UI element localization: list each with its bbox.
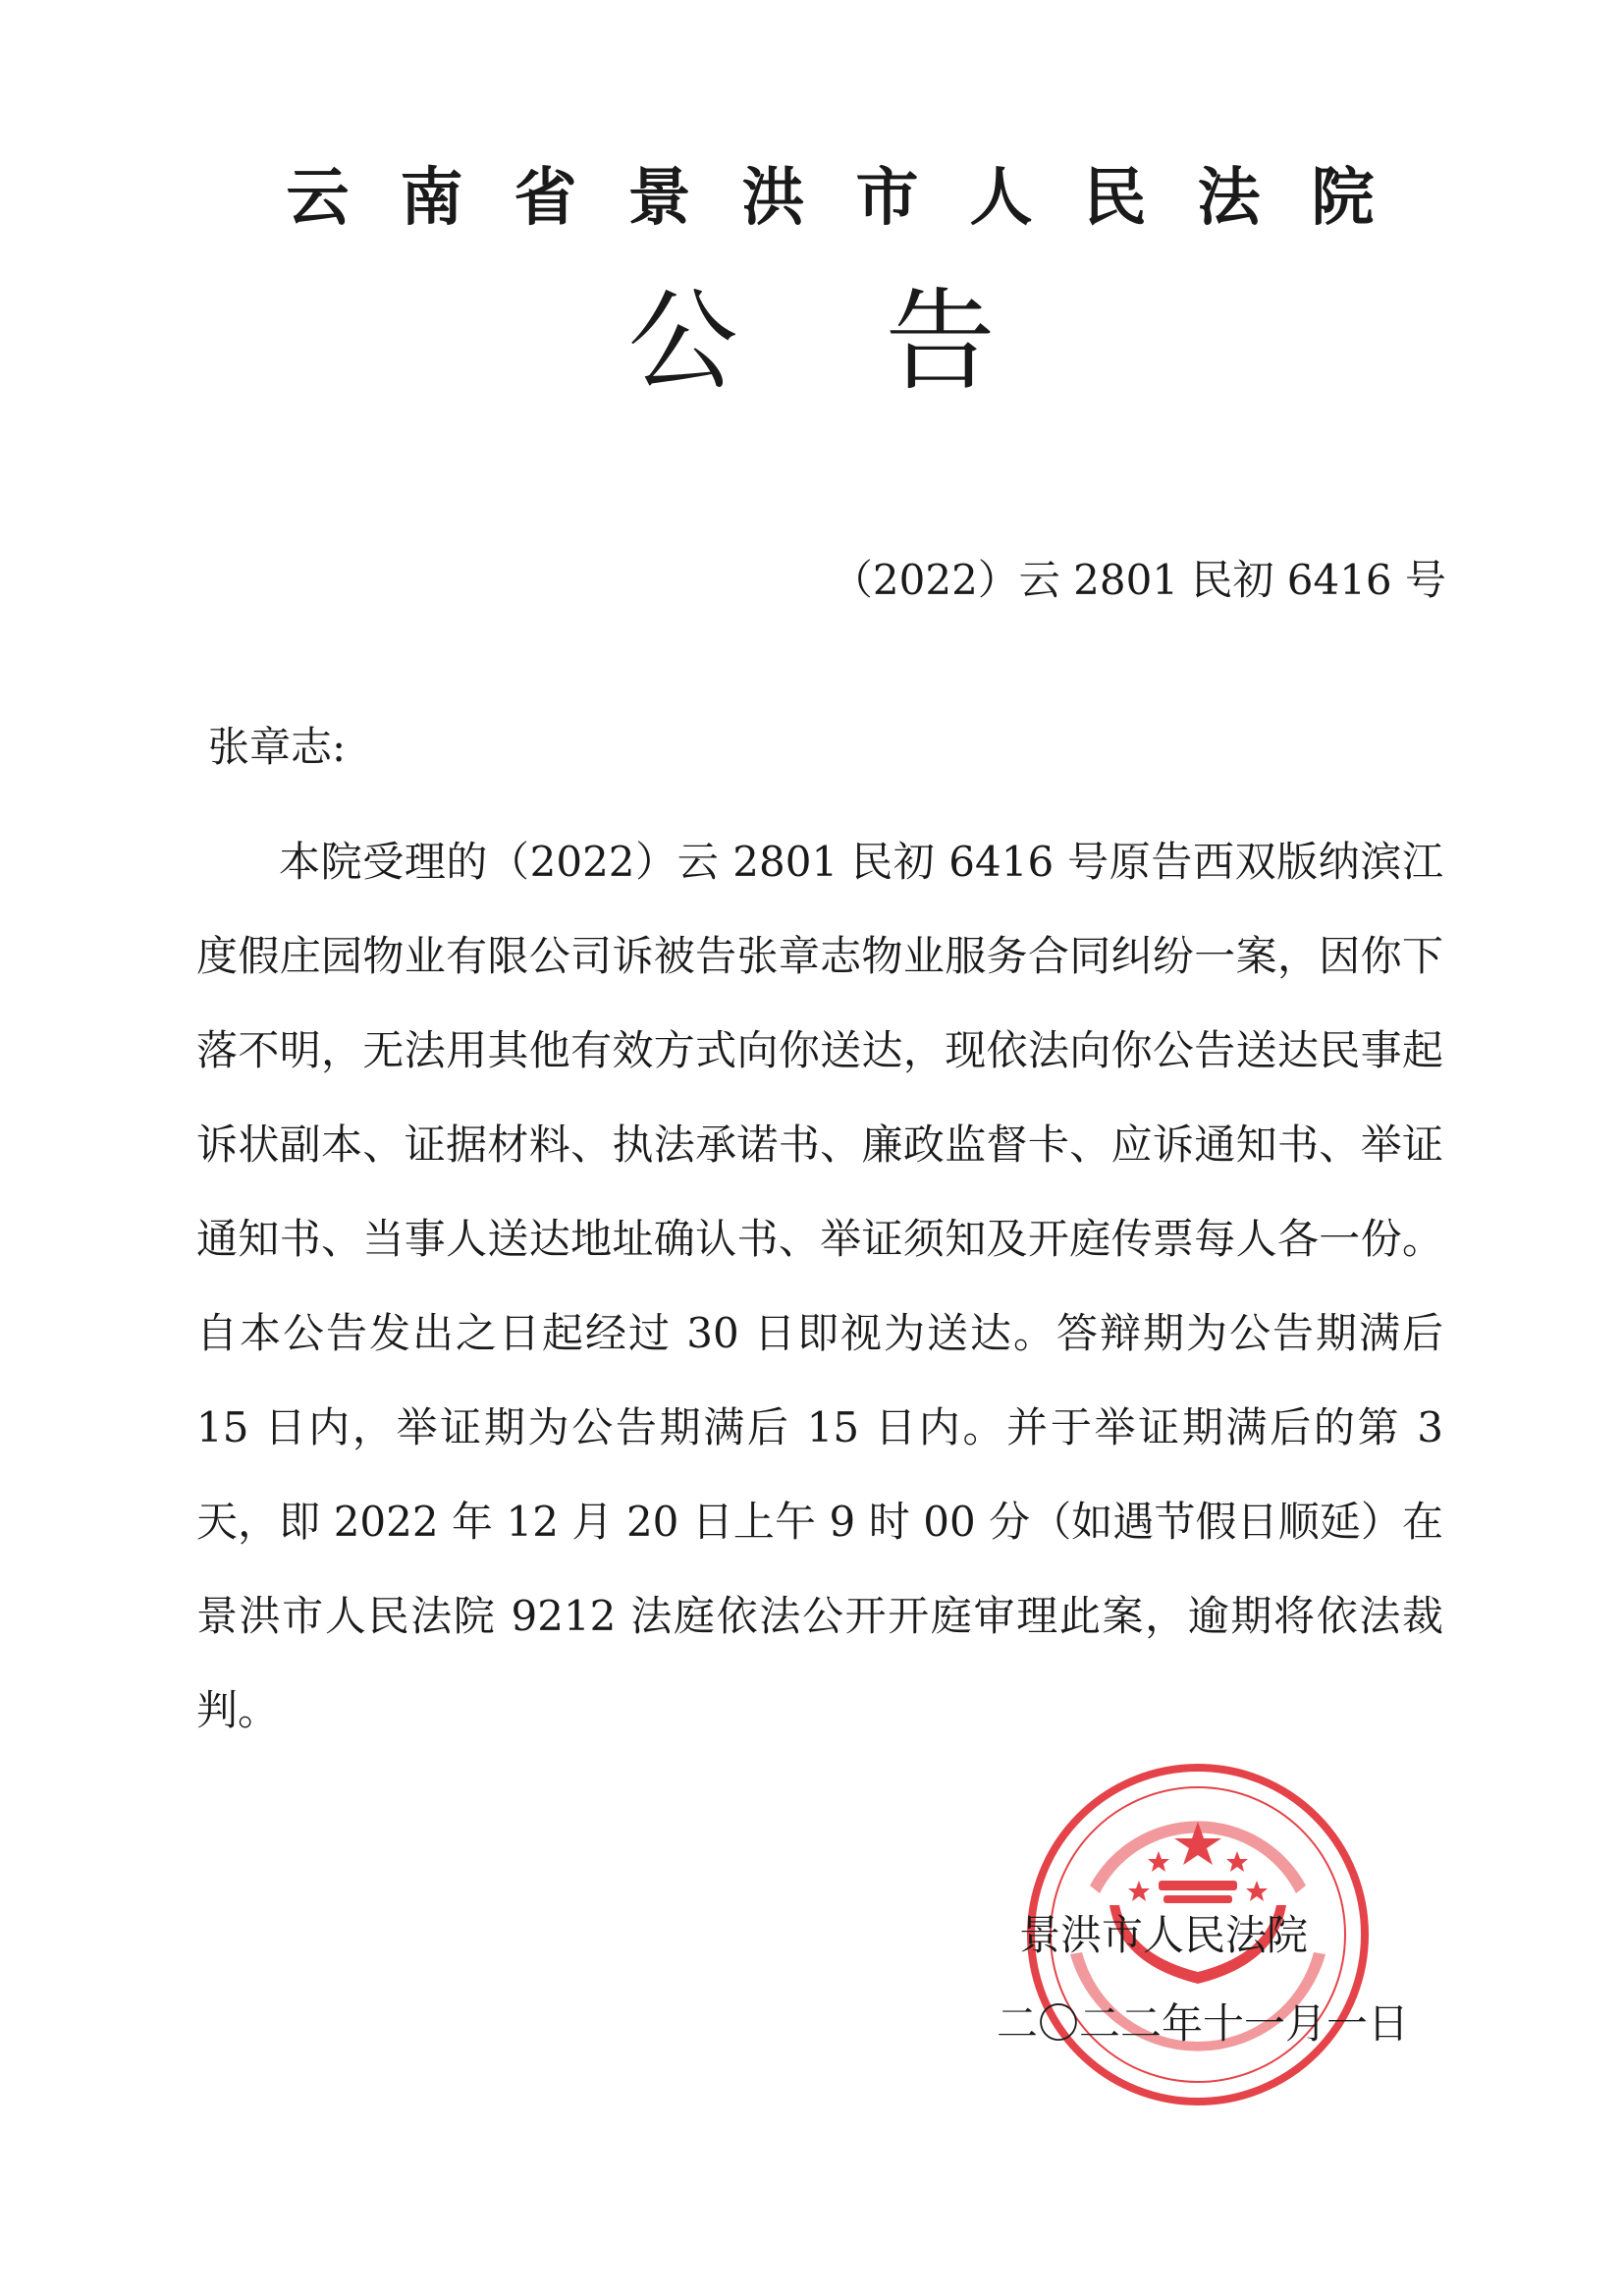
recipient-name: 张章志: <box>208 723 347 771</box>
signature-court-name: 景洪市人民法院 <box>1019 1911 1309 1959</box>
notice-body: 本院受理的（2022）云 2801 民初 6416 号原告西双版纳滨江度假庄园物业有限公司诉被告张章志物业服务合同纠纷一案，因你下落不明，无法用其他有效方式向你送达，现依法向你公告送达民事起诉状副本、证据材料、执法承诺书、廉政监督卡、应诉通知书、举证通知书、当事人送达地址确认书、举证须知及开庭传票每人各一份。自本公告发出之日起经过 30 日即视为送达。答辩期为公告期满后 15 日内，举证期为公告期满后 15 日内。并于举证期满后的第 3 天，即 2022 年 12 月 20 日上午 9 时 00 分（如遇节假日顺延）在景洪市人民法院 9212 法庭依法公开开庭审理此案，逾期将依法裁判。 <box>196 838 1443 1734</box>
signature-date: 二〇二二年十一月一日 <box>996 1999 1409 2048</box>
court-name-heading: 云南省景洪市人民法院 <box>286 162 1426 235</box>
document-title: 公告 <box>627 278 1143 406</box>
case-number: （2022）云 2801 民初 6416 号 <box>831 556 1446 604</box>
